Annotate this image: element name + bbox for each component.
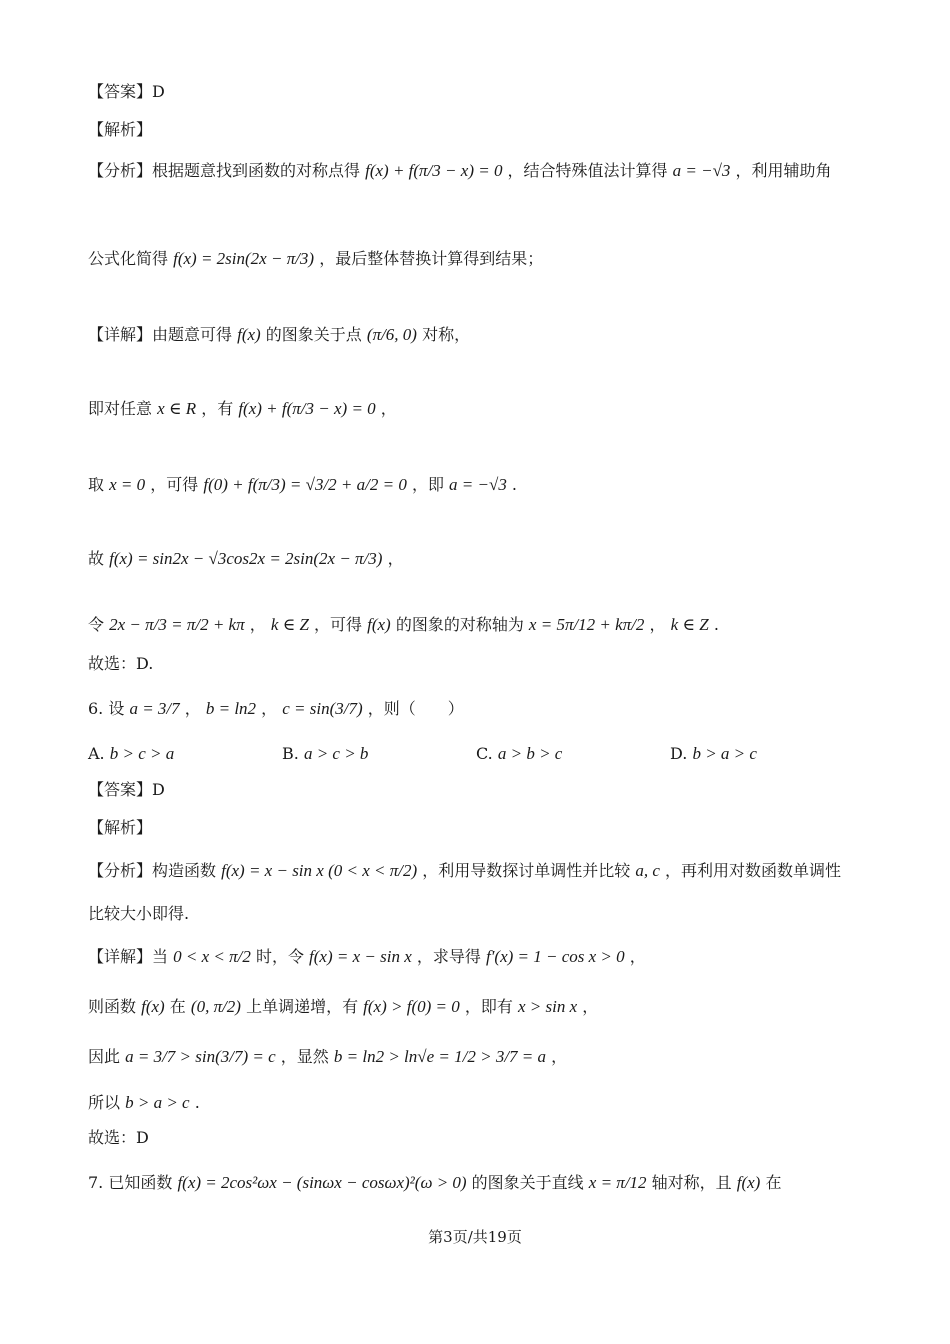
detail-line-1: 【详解】由题意可得 f(x) 的图象关于点 (π/6, 0) 对称， (88, 325, 471, 344)
detail-q6-line-1: 【详解】当 0 < x < π/2 时，令 f(x) = x − sin x ，求导得 f′(x) = 1 − cos x > 0 ， (88, 947, 646, 966)
detail-q6-line-3: 因此 a = 3/7 > sin(3/7) = c ，显然 b = ln2 > ln√e = 1/2 > 3/7 = a ， (88, 1047, 568, 1066)
analysis-line-1: 【分析】根据题意找到函数的对称点得 f(x) + f(π/3 − x) = 0 ，结合特殊值法计算得 a = −√3 ，利用辅助角 (88, 161, 832, 180)
option-a: A. b > c > a (88, 744, 175, 763)
analysis-label-q5: 【解析】 (88, 120, 153, 139)
simplified-function: f(x) = 2sin(2x − π/3) (173, 249, 315, 268)
f0-equation: f(0) + f(π/3) = √3/2 + a/2 = 0 (203, 475, 407, 494)
symmetry-axis: x = 5π/12 + kπ/2 (528, 615, 645, 634)
answer-label-q6: 【答案】D (88, 780, 165, 799)
analysis-line-q6-1: 【分析】构造函数 f(x) = x − sin x (0 < x < π/2) ，利用导数探讨单调性并比较 a, c ，再利用对数函数单调性 (88, 861, 841, 880)
answer-label-q5: 【答案】D (88, 82, 165, 101)
detail-line-5: 令 2x − π/3 = π/2 + kπ ， k ∈ Z ，可得 f(x) 的图象的对称轴为 x = 5π/12 + kπ/2 ， k ∈ Z . (88, 615, 719, 634)
symmetry-equation: f(x) + f(π/3 − x) = 0 (365, 161, 503, 180)
analysis-line-q6-2: 比较大小即得. (88, 904, 190, 923)
analysis-label-q6: 【解析】 (88, 818, 153, 837)
detail-line-2: 即对任意 x ∈ R ，有 f(x) + f(π/3 − x) = 0 ， (88, 399, 397, 418)
detail-line-4: 故 f(x) = sin2x − √3cos2x = 2sin(2x − π/3) ， (88, 549, 404, 568)
option-c: C. a > b > c (476, 744, 563, 763)
question-6-stem: 6. 设 a = 3/7 ， b = ln2 ， c = sin(3/7) ，则（ ） (88, 699, 464, 718)
auxiliary-angle-equation: f(x) = sin2x − √3cos2x = 2sin(2x − π/3) (109, 549, 383, 568)
analysis-line-2: 公式化简得 f(x) = 2sin(2x − π/3) ，最后整体替换计算得到结果； (88, 249, 544, 268)
option-b: B. a > c > b (282, 744, 369, 763)
detail-line-3: 取 x = 0 ，可得 f(0) + f(π/3) = √3/2 + a/2 = 0 ，即 a = −√3 . (88, 475, 518, 494)
page-footer: 第3页/共19页 (428, 1228, 522, 1246)
symmetry-point: (π/6, 0) (366, 325, 417, 344)
detail-q6-line-2: 则函数 f(x) 在 (0, π/2) 上单调递增，有 f(x) > f(0) = 0 ，即有 x > sin x ， (88, 997, 599, 1016)
detail-q6-line-4: 所以 b > a > c . (88, 1093, 200, 1112)
a-value: a = −√3 (672, 161, 731, 180)
option-d: D. b > a > c (670, 744, 757, 763)
question-7-stem: 7. 已知函数 f(x) = 2cos²ωx − (sinωx − cosωx)²(ω > 0) 的图象关于直线 x = π/12 轴对称，且 f(x) 在 (88, 1173, 782, 1192)
choice-line-q5: 故选：D. (88, 654, 154, 673)
choice-line-q6: 故选：D (88, 1128, 149, 1147)
